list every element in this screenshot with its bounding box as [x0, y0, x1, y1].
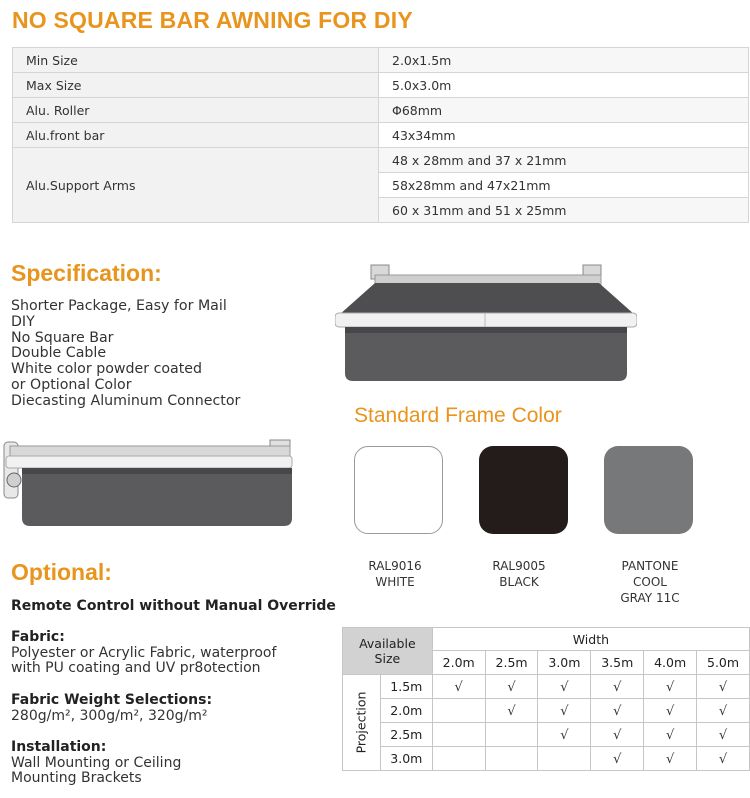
fabric-title: Fabric: — [11, 629, 65, 645]
availability-cell — [538, 699, 591, 723]
availability-cell — [485, 675, 538, 699]
availability-cell — [591, 699, 644, 723]
size-table-corner — [343, 628, 433, 675]
width-value: 2.0m — [432, 651, 485, 675]
optional-heading: Optional: — [11, 559, 112, 585]
color-swatch-label-line: RAL9016 — [368, 559, 422, 573]
check-icon: √ — [613, 703, 622, 719]
spec-list-item: or Optional Color — [11, 376, 132, 393]
weight-section — [11, 693, 212, 724]
projection-label-text: Projection — [353, 691, 369, 754]
size-table-header-row — [343, 628, 750, 651]
availability-cell — [697, 747, 750, 771]
color-swatch-label-line: GRAY 11C — [620, 591, 680, 605]
availability-cell — [644, 675, 697, 699]
availability-cell — [591, 747, 644, 771]
width-value: 4.0m — [644, 651, 697, 675]
spec-row — [13, 98, 749, 123]
width-value: 5.0m — [697, 651, 750, 675]
fabric-line: Polyester or Acrylic Fabric, waterproof — [11, 644, 277, 661]
spec-label: Alu.Support Arms — [13, 148, 379, 223]
spec-value: 43x34mm — [379, 123, 749, 148]
color-swatch-label — [340, 558, 450, 590]
availability-cell — [538, 723, 591, 747]
spec-value: Φ68mm — [379, 98, 749, 123]
awning-image-side — [0, 432, 302, 527]
spec-list-item: White color powder coated — [11, 361, 203, 378]
color-swatch-label-line: BLACK — [499, 575, 539, 589]
awning-image-top — [335, 263, 637, 385]
availability-cell — [432, 675, 485, 699]
check-icon: √ — [454, 679, 463, 695]
check-icon: √ — [718, 751, 728, 767]
check-icon: √ — [613, 679, 622, 695]
check-icon: √ — [718, 727, 728, 743]
check-icon: √ — [718, 703, 728, 719]
check-icon: √ — [507, 679, 516, 695]
spec-list-item: Double Cable — [11, 345, 107, 362]
color-swatch — [354, 446, 443, 534]
availability-cell — [538, 747, 591, 771]
availability-cell — [697, 675, 750, 699]
installation-title: Installation: — [11, 739, 107, 755]
spec-row — [13, 123, 749, 148]
spec-list-item: No Square Bar — [11, 329, 114, 346]
weight-text: 280g/m², 300g/m², 320g/m² — [11, 707, 208, 724]
availability-cell — [644, 699, 697, 723]
availability-cell — [485, 699, 538, 723]
projection-label — [343, 675, 381, 771]
projection-value: 1.5m — [380, 675, 432, 699]
color-swatch-label-line: RAL9005 — [492, 559, 546, 573]
check-icon: √ — [665, 703, 675, 719]
width-value: 2.5m — [485, 651, 538, 675]
color-swatch-label-line: COOL — [633, 575, 667, 589]
fabric-line: with PU coating and UV pr8otection — [11, 660, 261, 676]
weight-title: Fabric Weight Selections: — [11, 692, 213, 708]
specification-heading: Specification: — [11, 260, 162, 286]
spec-value: 58x28mm and 47x21mm — [379, 173, 749, 198]
projection-value: 2.0m — [380, 699, 432, 723]
spec-value: 5.0x3.0m — [379, 73, 749, 98]
projection-row — [343, 699, 750, 723]
check-icon: √ — [665, 679, 675, 695]
frame-color-heading: Standard Frame Color — [354, 404, 562, 427]
color-swatch — [479, 446, 568, 534]
availability-cell — [644, 747, 697, 771]
spec-label: Max Size — [13, 73, 379, 98]
availability-cell — [538, 675, 591, 699]
projection-row — [343, 723, 750, 747]
spec-table — [12, 47, 749, 223]
specification-list — [11, 299, 240, 410]
projection-value: 3.0m — [380, 747, 432, 771]
installation-line: Wall Mounting or Ceiling — [11, 754, 182, 771]
installation-line: Mounting Brackets — [11, 770, 142, 786]
size-availability-table — [342, 627, 750, 771]
width-value: 3.5m — [591, 651, 644, 675]
spec-label: Min Size — [13, 48, 379, 73]
fabric-section — [11, 630, 276, 677]
spec-value: 2.0x1.5m — [379, 48, 749, 73]
check-icon: √ — [665, 727, 675, 743]
check-icon: √ — [665, 751, 675, 767]
color-swatch-label-line: WHITE — [375, 575, 415, 589]
check-icon: √ — [560, 703, 569, 719]
spec-label: Alu.front bar — [13, 123, 379, 148]
width-value: 3.0m — [538, 651, 591, 675]
projection-value: 2.5m — [380, 723, 432, 747]
check-icon: √ — [560, 679, 569, 695]
availability-cell — [485, 747, 538, 771]
check-icon: √ — [613, 751, 622, 767]
availability-cell — [697, 723, 750, 747]
spec-row — [13, 73, 749, 98]
spec-value: 48 x 28mm and 37 x 21mm — [379, 148, 749, 173]
availability-cell — [432, 747, 485, 771]
spec-list-item: Diecasting Aluminum Connector — [11, 392, 241, 409]
availability-cell — [644, 723, 697, 747]
spec-row — [13, 148, 749, 173]
spec-value: 60 x 31mm and 51 x 25mm — [379, 198, 749, 223]
availability-cell — [591, 723, 644, 747]
color-swatch-label — [464, 558, 574, 590]
projection-row — [343, 747, 750, 771]
spec-row — [13, 48, 749, 73]
width-label: Width — [432, 628, 749, 651]
spec-list-item: Shorter Package, Easy for Mail — [11, 298, 227, 314]
check-icon: √ — [613, 727, 622, 743]
availability-cell — [591, 675, 644, 699]
page-title: NO SQUARE BAR AWNING FOR DIY — [12, 7, 413, 33]
color-swatch-label — [595, 558, 705, 606]
availability-cell — [697, 699, 750, 723]
size-table-corner-line: Size — [374, 651, 401, 666]
availability-cell — [432, 723, 485, 747]
check-icon: √ — [560, 727, 569, 743]
size-table-corner-line: Available — [359, 636, 416, 651]
color-swatch-label-line: PANTONE — [621, 559, 679, 573]
check-icon: √ — [507, 703, 516, 719]
remote-control-text: Remote Control without Manual Override — [11, 598, 336, 614]
installation-section — [11, 740, 181, 787]
spec-label: Alu. Roller — [13, 98, 379, 123]
availability-cell — [485, 723, 538, 747]
spec-list-item: DIY — [11, 313, 35, 330]
color-swatch — [604, 446, 693, 534]
projection-row — [343, 675, 750, 699]
check-icon: √ — [718, 679, 728, 695]
availability-cell — [432, 699, 485, 723]
